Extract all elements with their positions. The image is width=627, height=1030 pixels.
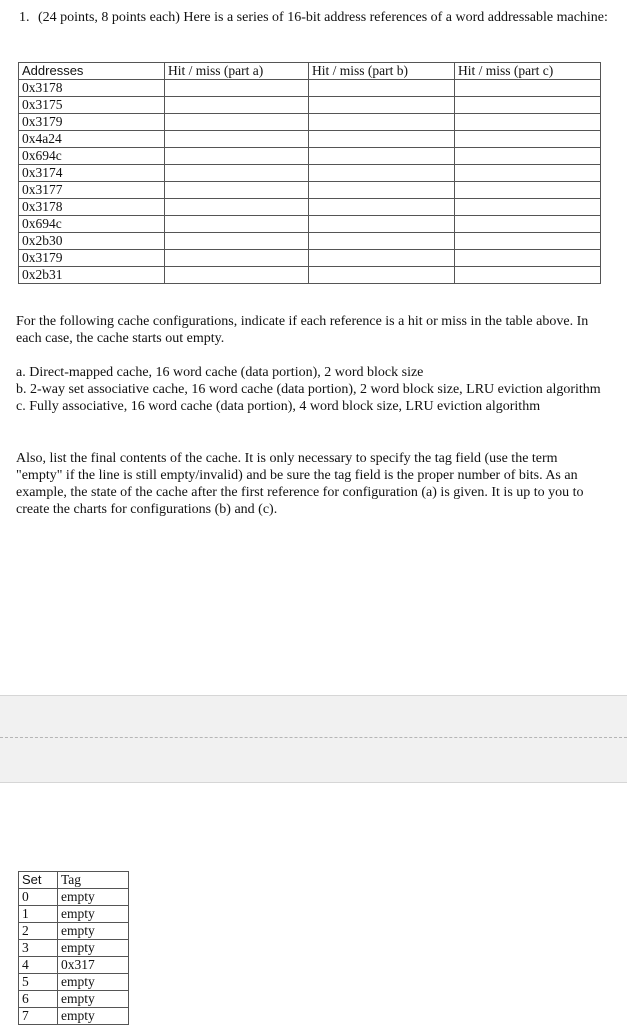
table-row <box>19 889 129 906</box>
header-part-b: Hit / miss (part b) <box>309 63 455 80</box>
part-b-cell[interactable] <box>309 267 455 284</box>
table-row <box>19 131 601 148</box>
set-cell: 4 <box>19 957 58 974</box>
page-break-divider <box>0 737 627 738</box>
table-row <box>19 148 601 165</box>
cache-contents-table <box>18 871 129 1025</box>
part-c-cell[interactable] <box>455 80 601 97</box>
table-row <box>19 991 129 1008</box>
part-c-cell[interactable] <box>455 165 601 182</box>
part-b-cell[interactable] <box>309 97 455 114</box>
table-row <box>19 97 601 114</box>
tag-cell: empty <box>58 889 129 906</box>
part-b-cell[interactable] <box>309 182 455 199</box>
part-b-cell[interactable] <box>309 165 455 182</box>
part-b-cell[interactable] <box>309 199 455 216</box>
address-cell: 0x2b31 <box>19 267 165 284</box>
table-row <box>19 906 129 923</box>
instructions-paragraph: For the following cache configurations, indicate if each reference is a hit or miss in the table above. In each case, the cache starts out empty. <box>16 314 589 346</box>
header-tag: Tag <box>58 872 129 889</box>
table-row <box>19 957 129 974</box>
part-a-cell[interactable] <box>165 131 309 148</box>
address-cell: 0x3177 <box>19 182 165 199</box>
set-cell: 7 <box>19 1008 58 1025</box>
tag-cell: empty <box>58 940 129 957</box>
tag-cell: empty <box>58 974 129 991</box>
part-c-cell[interactable] <box>455 148 601 165</box>
header-part-c: Hit / miss (part c) <box>455 63 601 80</box>
set-cell: 1 <box>19 906 58 923</box>
part-b-cell[interactable] <box>309 148 455 165</box>
part-b-cell[interactable] <box>309 114 455 131</box>
header-part-a: Hit / miss (part a) <box>165 63 309 80</box>
set-cell: 2 <box>19 923 58 940</box>
part-c-cell[interactable] <box>455 97 601 114</box>
part-a-cell[interactable] <box>165 182 309 199</box>
part-c-cell[interactable] <box>455 233 601 250</box>
part-a-cell[interactable] <box>165 216 309 233</box>
part-b-cell[interactable] <box>309 80 455 97</box>
table-row <box>19 199 601 216</box>
table-row <box>19 940 129 957</box>
address-cell: 0x3175 <box>19 97 165 114</box>
table-row <box>19 182 601 199</box>
table-row <box>19 233 601 250</box>
part-c-cell[interactable] <box>455 216 601 233</box>
address-cell: 0x3178 <box>19 199 165 216</box>
question-block <box>19 9 609 26</box>
part-a-cell[interactable] <box>165 250 309 267</box>
address-cell: 0x3179 <box>19 114 165 131</box>
address-cell: 0x3174 <box>19 165 165 182</box>
tag-cell: 0x317 <box>58 957 129 974</box>
part-b-cell[interactable] <box>309 216 455 233</box>
header-set: Set <box>19 872 58 889</box>
table-header-row <box>19 872 129 889</box>
table-row <box>19 216 601 233</box>
part-b-cell[interactable] <box>309 250 455 267</box>
part-a-cell[interactable] <box>165 267 309 284</box>
part-a-cell[interactable] <box>165 148 309 165</box>
part-a-cell[interactable] <box>165 80 309 97</box>
part-c-cell[interactable] <box>455 267 601 284</box>
tag-cell: empty <box>58 923 129 940</box>
tag-cell: empty <box>58 1008 129 1025</box>
part-a-cell[interactable] <box>165 233 309 250</box>
part-c-cell[interactable] <box>455 250 601 267</box>
part-a-cell[interactable] <box>165 165 309 182</box>
table-row <box>19 923 129 940</box>
header-addresses: Addresses <box>19 63 165 80</box>
set-cell: 6 <box>19 991 58 1008</box>
configuration-list <box>16 364 606 415</box>
table-row <box>19 1008 129 1025</box>
address-cell: 0x3179 <box>19 250 165 267</box>
set-cell: 5 <box>19 974 58 991</box>
table-row <box>19 165 601 182</box>
part-c-cell[interactable] <box>455 199 601 216</box>
address-cell: 0x4a24 <box>19 131 165 148</box>
part-c-cell[interactable] <box>455 114 601 131</box>
configuration-c: c. Fully associative, 16 word cache (data portion), 4 word block size, LRU eviction algorithm <box>16 399 541 414</box>
question-number: 1. <box>19 10 30 25</box>
table-row <box>19 267 601 284</box>
address-cell: 0x3178 <box>19 80 165 97</box>
question-text: (24 points, 8 points each) Here is a series of 16-bit address references of a word addressable machine: <box>38 10 608 25</box>
part-b-cell[interactable] <box>309 131 455 148</box>
configuration-b: b. 2-way set associative cache, 16 word cache (data portion), 2 word block size, LRU eviction algorithm <box>16 382 601 397</box>
tag-cell: empty <box>58 991 129 1008</box>
part-a-cell[interactable] <box>165 97 309 114</box>
part-b-cell[interactable] <box>309 233 455 250</box>
part-c-cell[interactable] <box>455 182 601 199</box>
set-cell: 0 <box>19 889 58 906</box>
configuration-a: a. Direct-mapped cache, 16 word cache (data portion), 2 word block size <box>16 365 424 380</box>
page-break-gap <box>0 695 627 783</box>
table-row <box>19 974 129 991</box>
table-header-row <box>19 63 601 80</box>
set-cell: 3 <box>19 940 58 957</box>
final-contents-paragraph: Also, list the final contents of the cache. It is only necessary to specify the tag field (use the term "empty" if the line is still empty/invalid) and be sure the tag field is the proper number of bits. As an example, the state of the cache after the first reference for configuration (a) is given. It is up to you to create the charts for configurations (b) and (c). <box>16 451 584 517</box>
address-cell: 0x2b30 <box>19 233 165 250</box>
table-row <box>19 114 601 131</box>
address-reference-table <box>18 62 601 284</box>
table-row <box>19 250 601 267</box>
tag-cell: empty <box>58 906 129 923</box>
part-c-cell[interactable] <box>455 131 601 148</box>
part-a-cell[interactable] <box>165 114 309 131</box>
part-a-cell[interactable] <box>165 199 309 216</box>
address-cell: 0x694c <box>19 216 165 233</box>
address-cell: 0x694c <box>19 148 165 165</box>
table-row <box>19 80 601 97</box>
